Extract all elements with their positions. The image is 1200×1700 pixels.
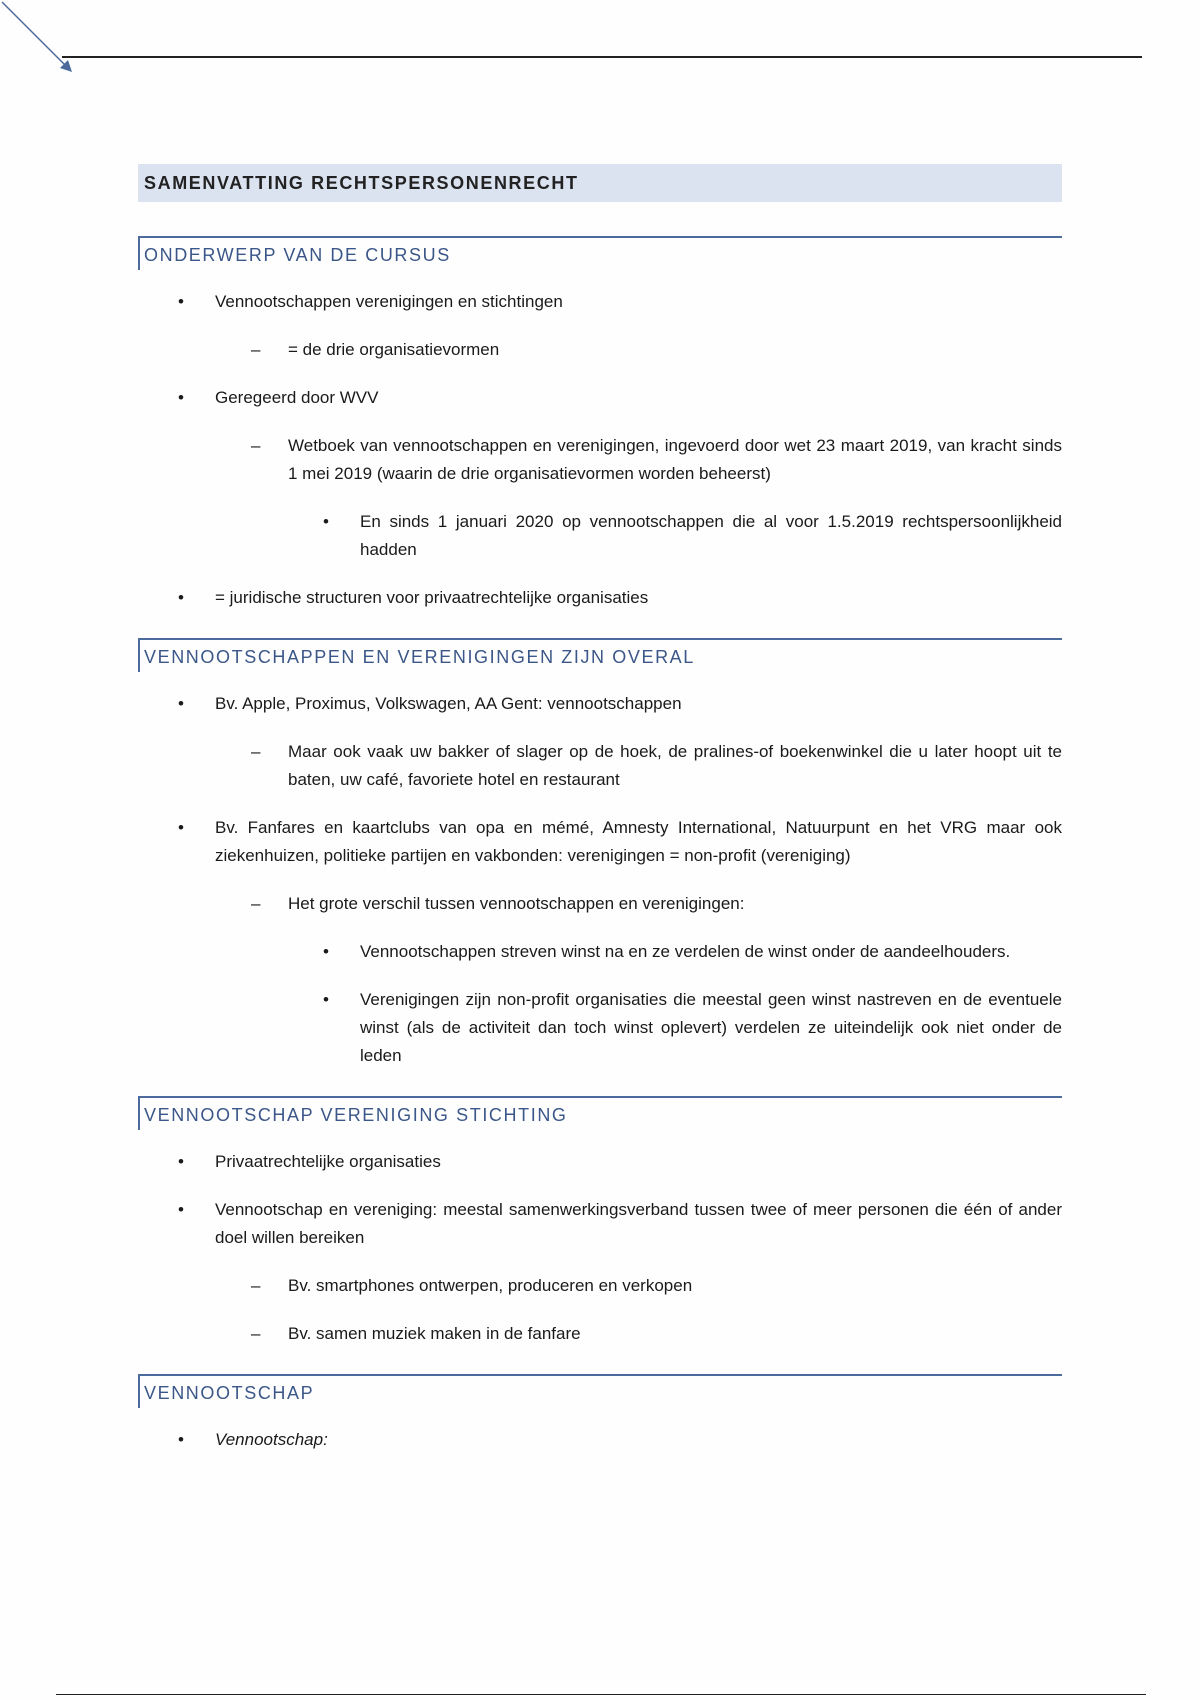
header-rule [62,56,1142,58]
list-item: – Het grote verschil tussen vennootschappen en verenigingen: [288,890,1062,918]
bullet-marker: • [178,388,184,407]
footer-rule [56,1694,1146,1695]
section-heading-overal: VENNOOTSCHAPPEN EN VERENIGINGEN ZIJN OVERAL [138,638,1062,672]
dash-marker: – [251,436,261,455]
bullet-marker: • [178,588,184,607]
list-item: • En sinds 1 januari 2020 op vennootschappen die al voor 1.5.2019 rechtspersoonlijkheid hadden [360,508,1062,564]
bullet-marker: • [323,990,329,1009]
bullet-marker: • [323,942,329,961]
section-heading-vennootschap: VENNOOTSCHAP [138,1374,1062,1408]
bullet-marker: • [178,694,184,713]
list-item: • Vennootschappen streven winst na en ze verdelen de winst onder de aandeelhouders. [360,938,1062,966]
list-item: • Vennootschappen verenigingen en stichtingen [215,288,1062,316]
dash-marker: – [251,894,261,913]
corner-arrow-icon [0,0,80,80]
dash-marker: – [251,1324,261,1343]
list-item: – = de drie organisatievormen [288,336,1062,364]
dash-marker: – [251,1276,261,1295]
section-list-stichting [138,1148,1062,1348]
document-body [138,164,1062,1474]
list-item: – Bv. smartphones ontwerpen, produceren en verkopen [288,1272,1062,1300]
list-item: – Wetboek van vennootschappen en verenigingen, ingevoerd door wet 23 maart 2019, van kracht sinds 1 mei 2019 (waarin de drie organisatievormen worden beheerst) [288,432,1062,488]
list-item: – Bv. samen muziek maken in de fanfare [288,1320,1062,1348]
bullet-marker: • [178,1430,184,1449]
section-heading-stichting: VENNOOTSCHAP VERENIGING STICHTING [138,1096,1062,1130]
bullet-marker: • [178,1200,184,1219]
section-list-vennootschap [138,1426,1062,1454]
list-item: • Bv. Fanfares en kaartclubs van opa en mémé, Amnesty International, Natuurpunt en het VRG maar ook ziekenhuizen, politieke partijen en vakbonden: verenigingen = non-profit (vereniging) [215,814,1062,870]
list-item: • Geregeerd door WVV [215,384,1062,412]
list-item: • Vennootschap en vereniging: meestal samenwerkingsverband tussen twee of meer personen die één of ander doel willen bereiken [215,1196,1062,1252]
bullet-marker: • [323,512,329,531]
dash-marker: – [251,340,261,359]
dash-marker: – [251,742,261,761]
bullet-marker: • [178,1152,184,1171]
list-item: • Privaatrechtelijke organisaties [215,1148,1062,1176]
list-item: • Vennootschap: [215,1426,1062,1454]
list-item: – Maar ook vaak uw bakker of slager op de hoek, de pralines-of boekenwinkel die u later hoopt uit te baten, uw café, favoriete hotel en restaurant [288,738,1062,794]
list-item: • Verenigingen zijn non-profit organisaties die meestal geen winst nastreven en de eventuele winst (als de activiteit dan toch winst oplevert) verdelen ze uiteindelijk ook niet onder de leden [360,986,1062,1070]
bullet-marker: • [178,292,184,311]
section-heading-onderwerp: ONDERWERP VAN DE CURSUS [138,236,1062,270]
bullet-marker: • [178,818,184,837]
section-list-overal [138,690,1062,1070]
list-item: • Bv. Apple, Proximus, Volkswagen, AA Gent: vennootschappen [215,690,1062,718]
list-item: • = juridische structuren voor privaatrechtelijke organisaties [215,584,1062,612]
document-title: SAMENVATTING RECHTSPERSONENRECHT [138,164,1062,202]
section-list-onderwerp [138,288,1062,612]
